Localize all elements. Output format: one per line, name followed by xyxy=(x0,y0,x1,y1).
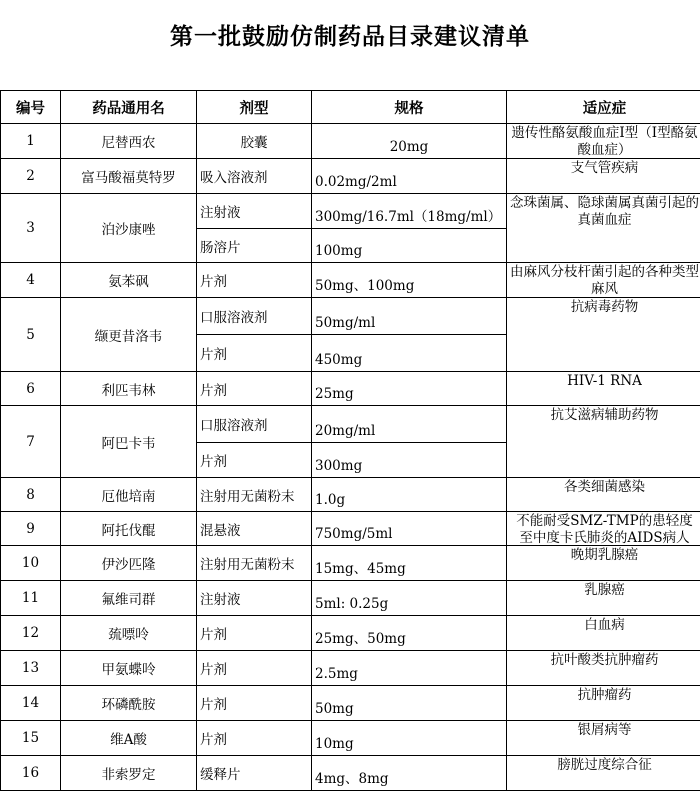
cell-dosage-form: 片剂 xyxy=(197,616,312,651)
cell-dosage-form: 注射用无菌粉末 xyxy=(197,546,312,581)
cell-number: 15 xyxy=(1,721,61,756)
cell-generic-name: 氨苯砜 xyxy=(61,263,197,298)
cell-specification: 0.02mg/2ml xyxy=(312,159,507,194)
indication-text: 遗传性酪氨酸血症I型（Ⅰ型酪氨酸血症） xyxy=(510,125,699,157)
cell-number: 4 xyxy=(1,263,61,298)
indication-text: 支气管疾病 xyxy=(510,160,699,177)
cell-generic-name: 甲氨蝶呤 xyxy=(61,651,197,686)
cell-dosage-form: 片剂 xyxy=(197,651,312,686)
cell-dosage-form: 混悬液 xyxy=(197,512,312,546)
cell-indication xyxy=(507,756,700,791)
cell-number: 11 xyxy=(1,581,61,616)
table-row xyxy=(1,478,700,512)
cell-dosage-form: 肠溶片 xyxy=(197,229,312,263)
cell-dosage-form: 片剂 xyxy=(197,335,312,372)
table-header-row xyxy=(1,91,700,124)
table-row xyxy=(1,159,700,194)
cell-specification: 750mg/5ml xyxy=(312,512,507,546)
cell-indication xyxy=(507,478,700,512)
cell-dosage-form: 片剂 xyxy=(197,686,312,721)
table-row xyxy=(1,372,700,406)
cell-specification: 5ml: 0.25g xyxy=(312,581,507,616)
table-row xyxy=(1,581,700,616)
table-row xyxy=(1,546,700,581)
table-row xyxy=(1,721,700,756)
table-row xyxy=(1,194,700,229)
cell-specification: 50mg、100mg xyxy=(312,263,507,298)
page-title: 第一批鼓励仿制药品目录建议清单 xyxy=(0,18,700,51)
cell-number: 13 xyxy=(1,651,61,686)
cell-generic-name: 伊沙匹隆 xyxy=(61,546,197,581)
indication-text: 抗肿瘤药 xyxy=(510,687,699,704)
header-indication: 适应症 xyxy=(507,91,700,124)
indication-text: 乳腺癌 xyxy=(510,582,699,599)
cell-dosage-form: 吸入溶液剂 xyxy=(197,159,312,194)
cell-generic-name: 阿托伐醌 xyxy=(61,512,197,546)
cell-specification: 1.0g xyxy=(312,478,507,512)
cell-specification: 300mg/16.7ml（18mg/ml） xyxy=(312,194,507,229)
cell-specification: 4mg、8mg xyxy=(312,756,507,791)
cell-number: 5 xyxy=(1,298,61,372)
header-specification: 规格 xyxy=(312,91,507,124)
indication-text: 抗艾滋病辅助药物 xyxy=(510,407,699,424)
indication-text: 念珠菌属、隐球菌属真菌引起的真菌血症 xyxy=(510,195,699,229)
cell-dosage-form: 片剂 xyxy=(197,263,312,298)
cell-indication xyxy=(507,406,700,478)
table-row xyxy=(1,616,700,651)
cell-indication xyxy=(507,124,700,159)
cell-generic-name: 厄他培南 xyxy=(61,478,197,512)
cell-indication xyxy=(507,512,700,546)
cell-specification: 450mg xyxy=(312,335,507,372)
header-number: 编号 xyxy=(1,91,61,124)
cell-indication xyxy=(507,372,700,406)
indication-text: 抗病毒药物 xyxy=(510,299,699,316)
cell-number: 6 xyxy=(1,372,61,406)
cell-specification: 50mg/ml xyxy=(312,298,507,335)
cell-indication xyxy=(507,721,700,756)
cell-number: 12 xyxy=(1,616,61,651)
cell-dosage-form: 注射用无菌粉末 xyxy=(197,478,312,512)
cell-indication xyxy=(507,651,700,686)
cell-indication xyxy=(507,159,700,194)
cell-dosage-form: 口服溶液剂 xyxy=(197,406,312,443)
cell-dosage-form: 片剂 xyxy=(197,443,312,478)
cell-specification: 300mg xyxy=(312,443,507,478)
cell-generic-name: 富马酸福莫特罗 xyxy=(61,159,197,194)
indication-text: 抗叶酸类抗肿瘤药 xyxy=(510,652,699,669)
indication-text: 由麻风分枝杆菌引起的各种类型麻风 xyxy=(510,264,699,296)
cell-indication xyxy=(507,194,700,263)
cell-number: 9 xyxy=(1,512,61,546)
cell-indication xyxy=(507,686,700,721)
indication-text: 各类细菌感染 xyxy=(510,479,699,496)
table-row xyxy=(1,298,700,335)
cell-dosage-form: 口服溶液剂 xyxy=(197,298,312,335)
cell-indication xyxy=(507,263,700,298)
cell-generic-name: 尼替西农 xyxy=(61,124,197,159)
cell-generic-name: 缬更昔洛韦 xyxy=(61,298,197,372)
cell-specification: 25mg xyxy=(312,372,507,406)
cell-number: 2 xyxy=(1,159,61,194)
table-row xyxy=(1,406,700,443)
cell-dosage-form: 片剂 xyxy=(197,721,312,756)
drug-list-table xyxy=(0,90,700,791)
cell-indication xyxy=(507,298,700,372)
cell-generic-name: 氟维司群 xyxy=(61,581,197,616)
cell-specification: 100mg xyxy=(312,229,507,263)
header-generic-name: 药品通用名 xyxy=(61,91,197,124)
cell-dosage-form: 胶囊 xyxy=(197,124,312,159)
cell-dosage-form: 注射液 xyxy=(197,581,312,616)
indication-text: 不能耐受SMZ-TMP的患轻度至中度卡氏肺炎的AIDS病人 xyxy=(510,513,699,544)
cell-specification: 50mg xyxy=(312,686,507,721)
table-row xyxy=(1,756,700,791)
header-dosage-form: 剂型 xyxy=(197,91,312,124)
indication-text: HIV-1 RNA xyxy=(510,373,699,390)
cell-indication xyxy=(507,616,700,651)
cell-generic-name: 泊沙康唑 xyxy=(61,194,197,263)
cell-specification: 20mg/ml xyxy=(312,406,507,443)
indication-text: 白血病 xyxy=(510,617,699,634)
indication-text: 晚期乳腺癌 xyxy=(510,547,699,564)
table-row xyxy=(1,263,700,298)
cell-generic-name: 利匹韦林 xyxy=(61,372,197,406)
cell-dosage-form: 片剂 xyxy=(197,372,312,406)
cell-dosage-form: 注射液 xyxy=(197,194,312,229)
cell-number: 10 xyxy=(1,546,61,581)
cell-generic-name: 阿巴卡韦 xyxy=(61,406,197,478)
cell-specification: 25mg、50mg xyxy=(312,616,507,651)
cell-specification: 2.5mg xyxy=(312,651,507,686)
cell-specification: 10mg xyxy=(312,721,507,756)
table-row xyxy=(1,651,700,686)
cell-number: 1 xyxy=(1,124,61,159)
cell-indication xyxy=(507,546,700,581)
table-row xyxy=(1,512,700,546)
cell-generic-name: 非索罗定 xyxy=(61,756,197,791)
table-row xyxy=(1,686,700,721)
cell-specification: 15mg、45mg xyxy=(312,546,507,581)
cell-generic-name: 巯嘌呤 xyxy=(61,616,197,651)
cell-number: 8 xyxy=(1,478,61,512)
cell-number: 7 xyxy=(1,406,61,478)
cell-number: 16 xyxy=(1,756,61,791)
cell-specification: 20mg xyxy=(312,124,507,159)
cell-number: 14 xyxy=(1,686,61,721)
cell-generic-name: 环磷酰胺 xyxy=(61,686,197,721)
indication-text: 膀胱过度综合征 xyxy=(510,757,699,774)
cell-indication xyxy=(507,581,700,616)
cell-dosage-form: 缓释片 xyxy=(197,756,312,791)
cell-number: 3 xyxy=(1,194,61,263)
indication-text: 银屑病等 xyxy=(510,722,699,739)
table-row xyxy=(1,124,700,159)
cell-generic-name: 维A酸 xyxy=(61,721,197,756)
